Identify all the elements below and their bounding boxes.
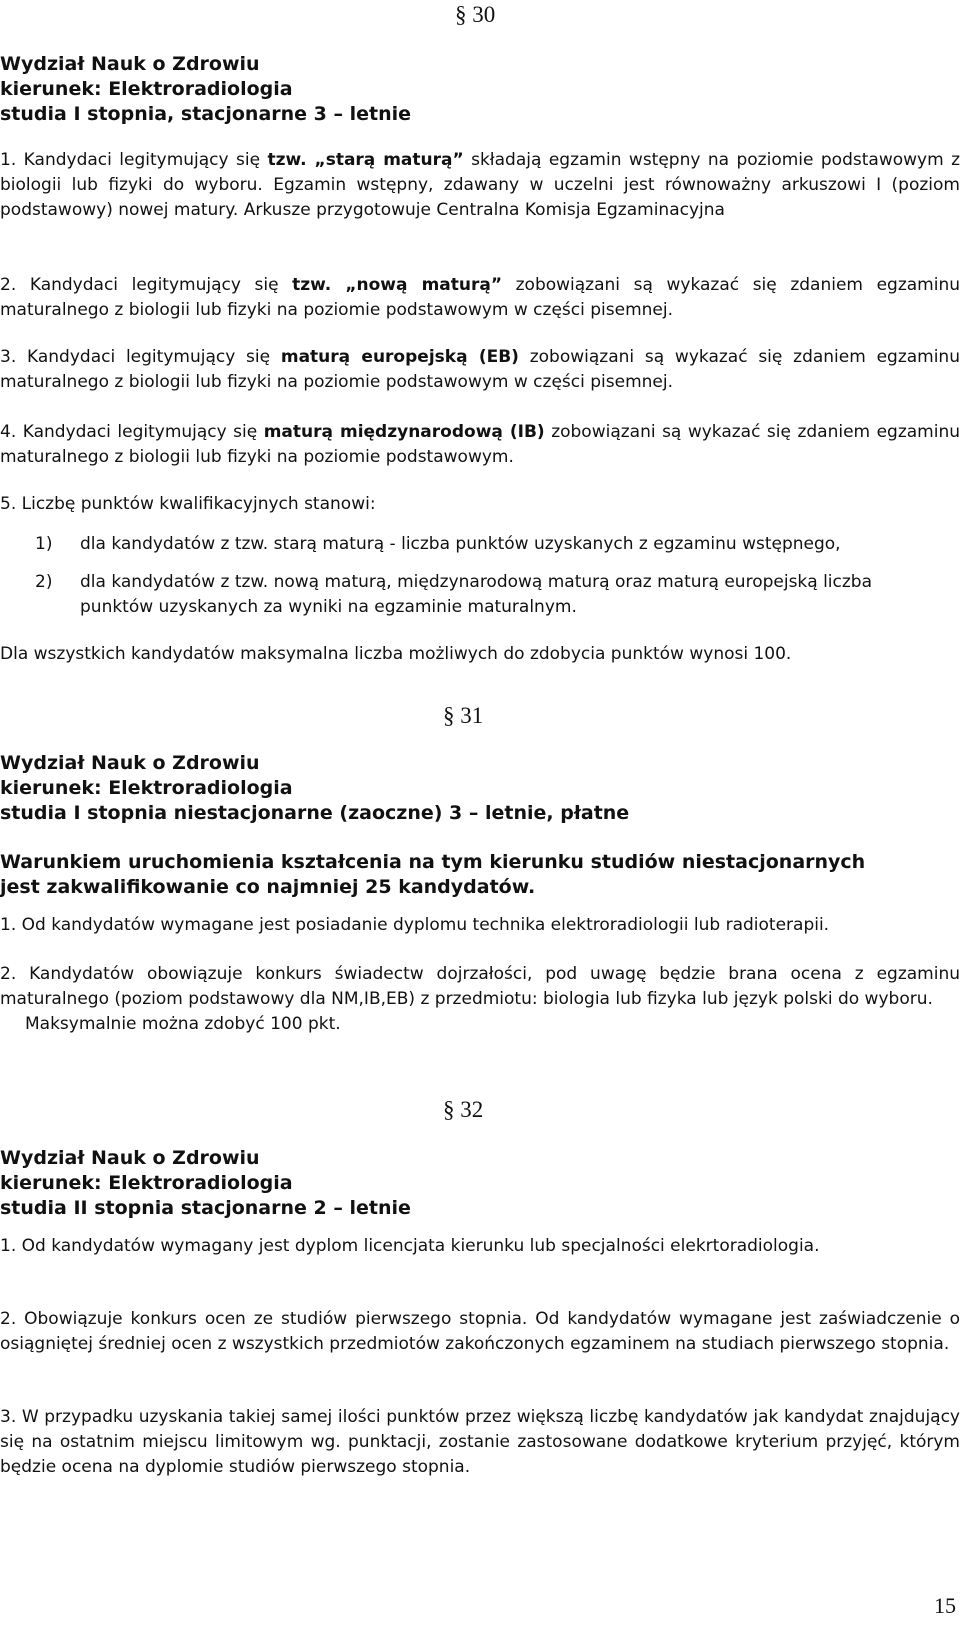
paragraph-2 [0, 962, 960, 1037]
list-item-number: 2) [35, 572, 53, 592]
text: zobowiązani są wykazać się zdaniem egzaminu maturalnego z biologii lub fizyki na poziomie podstawowym w części pisemnej. [0, 275, 960, 320]
text: Kandydaci legitymujący się [29, 275, 293, 295]
faculty-name: Wydział Nauk o Zdrowiu [0, 53, 260, 75]
list-item: dla kandydatów z tzw. starą maturą - liczba punktów uzyskanych z egzaminu wstępnego, [80, 534, 841, 554]
paragraph-3 [0, 345, 960, 395]
faculty-heading [0, 52, 411, 127]
list-item-number: 1) [35, 534, 53, 554]
study-mode: studia I stopnia, stacjonarne 3 – letnie [0, 103, 412, 125]
faculty-name: Wydział Nauk o Zdrowiu [0, 752, 260, 774]
bold-text: maturą europejską (EB) [280, 347, 519, 367]
text: zobowiązani są wykazać się zdaniem egzaminu maturalnego z biologii lub fizyki na poziomie podstawowym. [0, 422, 960, 467]
item-number: 3. [0, 347, 17, 367]
section-symbol-31: § 31 [443, 703, 484, 728]
paragraph-4 [0, 420, 960, 470]
bold-text: tzw. „nową maturą” [292, 275, 503, 295]
bold-text: maturą międzynarodową (IB) [263, 422, 545, 442]
bold-text: tzw. „starą maturą” [267, 150, 464, 170]
page-number: 15 [934, 1593, 956, 1618]
paragraph-6: Dla wszystkich kandydatów maksymalna liczba możliwych do zdobycia punktów wynosi 100. [0, 644, 792, 664]
item-number: 1. [0, 150, 17, 170]
field-of-study: kierunek: Elektroradiologia [0, 777, 293, 799]
field-of-study: kierunek: Elektroradiologia [0, 1172, 293, 1194]
section-symbol-30: § 30 [455, 2, 496, 27]
paragraph-2: 2. Obowiązuje konkurs ocen ze studiów pierwszego stopnia. Od kandydatów wymagane jest zaświadczenie o osiągniętej średniej ocen z wszystkich przedmiotów zakończonych egzaminem na studiach pierwszego stopnia. [0, 1309, 960, 1354]
list-item: dla kandydatów z tzw. nową maturą, międzynarodową maturą oraz maturą europejską liczba punktów uzyskanych za wyniki na egzaminie maturalnym. [80, 572, 873, 617]
text: Kandydaci legitymujący się [27, 347, 281, 367]
paragraph-1 [0, 148, 960, 223]
text: 2. Kandydatów obowiązuje konkurs świadectw dojrzałości, pod uwagę będzie brana ocena z egzaminu maturalnego (poziom podstawowy dla NM,IB,EB) z przedmiotu: biologia lub fizyka lub język polski do wyboru. [0, 964, 960, 1009]
item-number: 2. [0, 275, 17, 295]
field-of-study: kierunek: Elektroradiologia [0, 78, 293, 100]
section-symbol-32: § 32 [443, 1097, 484, 1122]
launch-condition: Warunkiem uruchomienia kształcenia na tym kierunku studiów niestacjonarnych jest zakwalifikowanie co najmniej 25 kandydatów. [0, 851, 866, 898]
faculty-name: Wydział Nauk o Zdrowiu [0, 1147, 260, 1169]
paragraph-3: 3. W przypadku uzyskania takiej samej ilości punktów przez większą liczbę kandydatów jak kandydat znajdujący się na ostatnim miejscu limitowym wg. punktacji, zostanie zastosowane dodatkowe kryterium przyjęć, którym będzie ocena na dyplomie studiów pierwszego stopnia. [0, 1407, 960, 1477]
text: Maksymalnie można zdobyć 100 pkt. [25, 1014, 341, 1034]
text: Kandydaci legitymujący się [23, 150, 268, 170]
text: składają egzamin wstępny na poziomie podstawowym z biologii lub fizyki do wyboru. Egzamin wstępny, zdawany w uczelni jest równoważny arkuszowi I (poziom podstawowy) nowej matury. Arkusze przygotowuje Centralna Komisja Egzaminacyjna [0, 150, 960, 220]
paragraph-2 [0, 273, 960, 323]
item-number: 4. [0, 422, 17, 442]
paragraph-5: 5. Liczbę punktów kwalifikacyjnych stanowi: [0, 494, 376, 514]
study-mode: studia I stopnia niestacjonarne (zaoczne) 3 – letnie, płatne [0, 802, 630, 824]
text: zobowiązani są wykazać się zdaniem egzaminu maturalnego z biologii lub fizyki na poziomie podstawowym w części pisemnej. [0, 347, 960, 392]
faculty-heading [0, 751, 629, 826]
faculty-heading [0, 1146, 411, 1221]
study-mode: studia II stopnia stacjonarne 2 – letnie [0, 1197, 411, 1219]
paragraph-1: 1. Od kandydatów wymagany jest dyplom licencjata kierunku lub specjalności elekrtoradiologia. [0, 1236, 820, 1256]
text: Kandydaci legitymujący się [22, 422, 264, 442]
paragraph-1: 1. Od kandydatów wymagane jest posiadanie dyplomu technika elektroradiologii lub radioterapii. [0, 915, 830, 935]
